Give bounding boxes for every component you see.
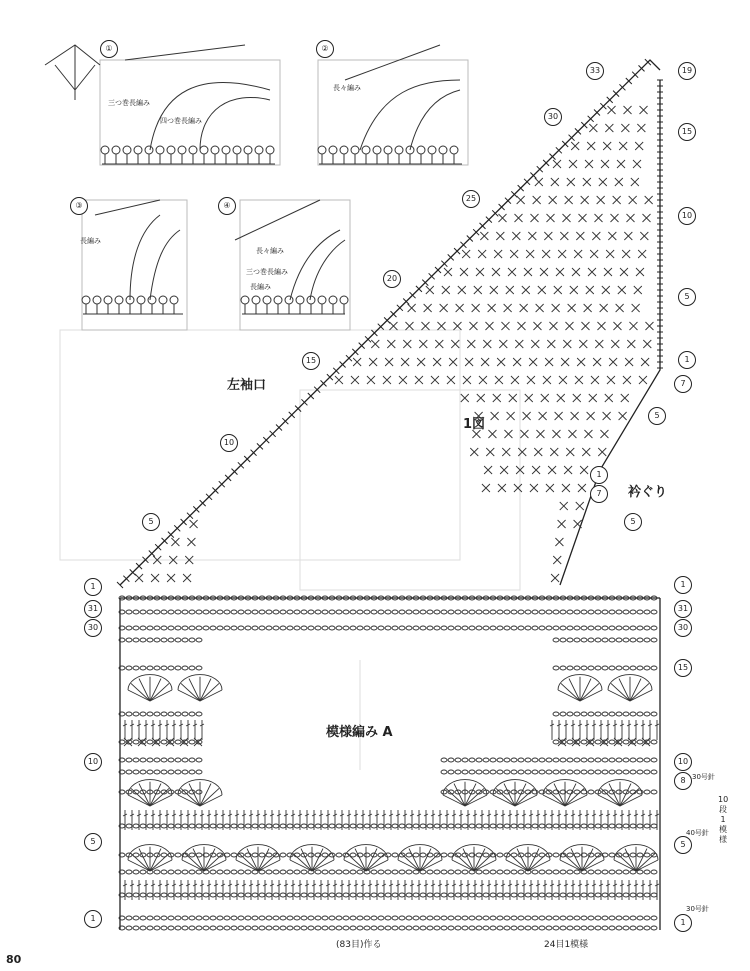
- row-label-right: 15: [674, 659, 692, 677]
- row-label-right: 5: [674, 836, 692, 854]
- repeat-stitches-label: 24目1模様: [544, 940, 589, 950]
- step-number: ②: [316, 40, 334, 58]
- cross-stitch-pattern: [135, 106, 653, 582]
- row-label-right: 30: [674, 619, 692, 637]
- inset-base-rows: [82, 146, 462, 314]
- hook-size-label: 30号針: [686, 905, 709, 913]
- figure-title: 1図: [463, 417, 486, 432]
- row-label-right: 10: [674, 753, 692, 771]
- row-label-right: 10: [678, 207, 696, 225]
- row-label-left: 33: [586, 62, 604, 80]
- page-number: 80: [6, 953, 22, 966]
- row-label-right: 5: [648, 407, 666, 425]
- neckline-title: 衿ぐり: [628, 485, 668, 500]
- row-label-left: 20: [383, 270, 401, 288]
- step-number: ④: [218, 197, 236, 215]
- row-label-right: 1: [590, 466, 608, 484]
- row-label-left: 30: [84, 619, 102, 637]
- repeat-rows-label: 10段1模様: [718, 795, 729, 844]
- row-label-right: 7: [590, 485, 608, 503]
- step-number: ①: [100, 40, 118, 58]
- inset-label: 四つ巻長編み: [160, 117, 202, 125]
- row-label-right: 15: [678, 123, 696, 141]
- pattern-title: 模様編み A: [326, 725, 393, 740]
- row-label-left: 25: [462, 190, 480, 208]
- edge-chain-stitches: [117, 59, 663, 588]
- fan-stitch-motifs: [128, 675, 658, 871]
- show-through-background: [60, 330, 520, 770]
- row-label-left: 10: [220, 434, 238, 452]
- sleeve-title: 左袖口: [227, 378, 267, 393]
- row-label-right: 7: [674, 375, 692, 393]
- row-label-left: 5: [142, 513, 160, 531]
- inset-label: 長編み: [250, 283, 271, 291]
- chain-rows: [119, 596, 657, 930]
- row-label-left: 31: [84, 600, 102, 618]
- row-label-left: 10: [84, 753, 102, 771]
- row-label-left: 1: [84, 910, 102, 928]
- row-label-right: 31: [674, 600, 692, 618]
- inset-label: 長々編み: [256, 247, 284, 255]
- row-label-right: 1: [674, 576, 692, 594]
- inset-label: 長編み: [80, 237, 101, 245]
- row-label-right: 5: [678, 288, 696, 306]
- row-label-left: 30: [544, 108, 562, 126]
- row-label-right: 1: [674, 914, 692, 932]
- row-label-right: 5: [624, 513, 642, 531]
- inset-label: 三つ巻長編み: [246, 268, 288, 276]
- inset-label: 三つ巻長編み: [108, 99, 150, 107]
- row-label-right: 8: [674, 772, 692, 790]
- row-label-left: 15: [302, 352, 320, 370]
- row-label-right: 19: [678, 62, 696, 80]
- row-label-left: 5: [84, 833, 102, 851]
- step-number: ③: [70, 197, 88, 215]
- hook-size-label: 30号針: [692, 773, 715, 781]
- inset-label: 長々編み: [333, 84, 361, 92]
- row-label-right: 1: [678, 351, 696, 369]
- start-chain-label: (83目)作る: [336, 940, 382, 950]
- row-label-left: 1: [84, 578, 102, 596]
- hook-size-label: 40号針: [686, 829, 709, 837]
